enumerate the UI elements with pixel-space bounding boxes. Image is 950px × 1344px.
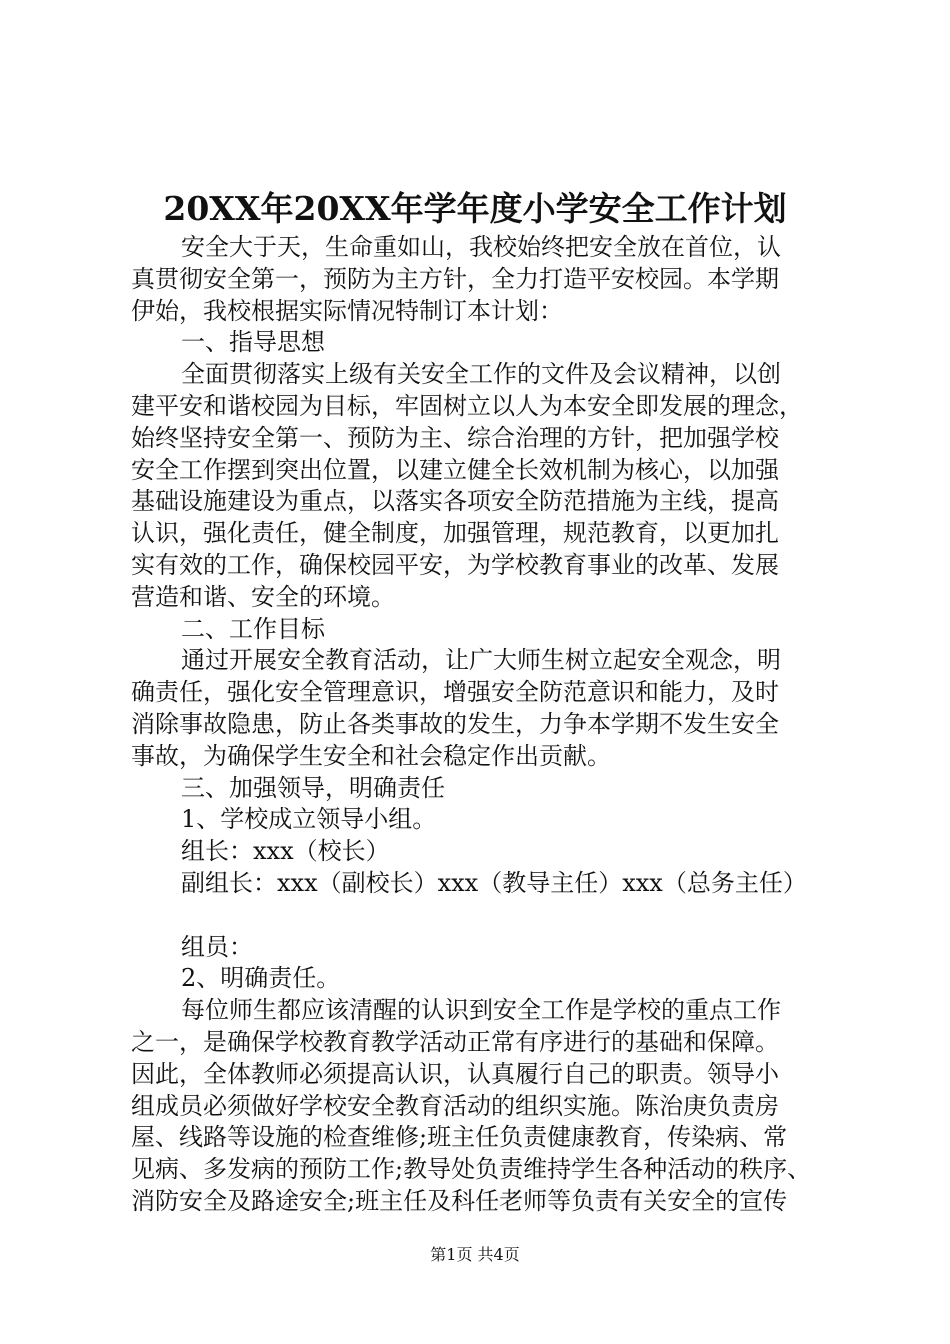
paragraph-line: 认识，强化责任，健全制度，加强管理，规范教育，以更加扎 xyxy=(131,519,779,548)
paragraph-line: 始终坚持安全第一、预防为主、综合治理的方针，把加强学校 xyxy=(131,423,779,452)
paragraph-line: 见病、多发病的预防工作;教导处负责维持学生各种活动的秩序、 xyxy=(131,1155,812,1184)
paragraph-line: 真贯彻安全第一，预防为主方针，全力打造平安校园。本学期 xyxy=(131,264,779,293)
paragraph-line: 通过开展安全教育活动，让广大师生树立起安全观念，明 xyxy=(181,646,781,675)
paragraph-line: 基础设施建设为重点，以落实各项安全防范措施为主线，提高 xyxy=(131,487,779,516)
section-heading: 二、工作目标 xyxy=(181,614,325,643)
vice-leader-line: 副组长：xxx（副校长）xxx（教导主任）xxx（总务主任） xyxy=(181,868,807,897)
paragraph-line: 消防安全及路途安全;班主任及科任老师等负责有关安全的宣传 xyxy=(131,1186,788,1215)
document-title: 20XX年20XX年学年度小学安全工作计划 xyxy=(163,189,787,228)
paragraph-line: 营造和谐、安全的环境。 xyxy=(131,582,395,611)
paragraph-line: 消除事故隐患，防止各类事故的发生，力争本学期不发生安全 xyxy=(131,709,779,738)
leader-line: 组长：xxx（校长） xyxy=(181,837,390,866)
paragraph-line: 建平安和谐校园为目标，牢固树立以人为本安全即发展的理念， xyxy=(131,391,803,420)
section-heading: 一、指导思想 xyxy=(181,328,325,357)
paragraph-line: 因此，全体教师必须提高认识，认真履行自己的职责。领导小 xyxy=(131,1059,779,1088)
page-footer: 第1页 共4页 xyxy=(430,1245,520,1264)
paragraph-line: 伊始，我校根据实际情况特制订本计划： xyxy=(131,296,563,325)
list-item: 2、明确责任。 xyxy=(181,964,341,993)
section-heading: 三、加强领导，明确责任 xyxy=(181,773,445,802)
paragraph-line: 安全大于天，生命重如山，我校始终把安全放在首位，认 xyxy=(181,233,781,261)
paragraph-line: 全面贯彻落实上级有关安全工作的文件及会议精神，以创 xyxy=(181,360,781,389)
paragraph-line: 事故，为确保学生安全和社会稳定作出贡献。 xyxy=(131,741,611,770)
list-item: 1、学校成立领导小组。 xyxy=(181,805,437,834)
members-line: 组员： xyxy=(181,932,253,961)
paragraph-line: 确责任，强化安全管理意识，增强安全防范意识和能力，及时 xyxy=(131,678,779,707)
paragraph-line: 组成员必须做好学校安全教育活动的组织实施。陈治庚负责房 xyxy=(131,1091,779,1120)
paragraph-line: 屋、线路等设施的检查维修;班主任负责健康教育，传染病、常 xyxy=(131,1123,788,1152)
blank-line xyxy=(131,900,831,932)
paragraph-line: 实有效的工作，确保校园平安，为学校教育事业的改革、发展 xyxy=(131,550,779,579)
document-body xyxy=(131,232,831,1218)
paragraph-line: 之一，是确保学校教育教学活动正常有序进行的基础和保障。 xyxy=(131,1027,779,1056)
paragraph-line: 安全工作摆到突出位置，以建立健全长效机制为核心，以加强 xyxy=(131,455,779,484)
paragraph-line: 每位师生都应该清醒的认识到安全工作是学校的重点工作 xyxy=(181,996,781,1025)
